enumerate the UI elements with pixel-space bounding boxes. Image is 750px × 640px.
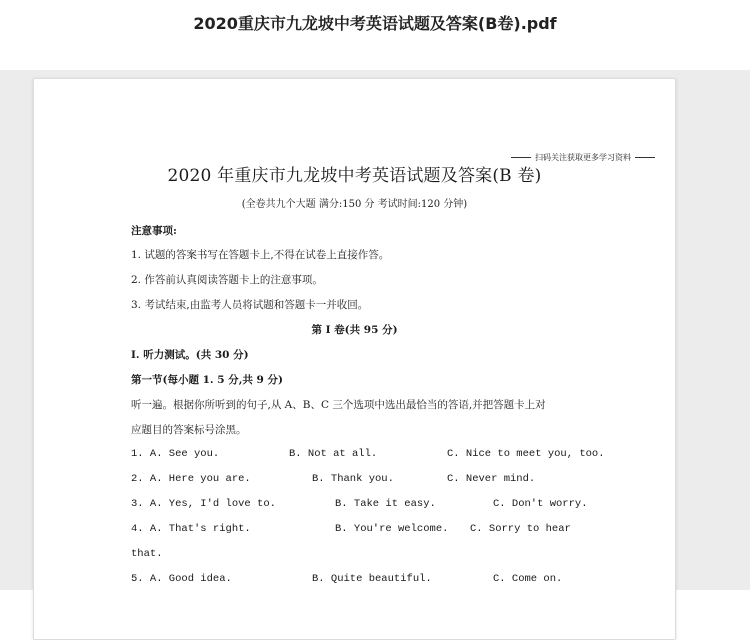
pdf-viewer[interactable] [0,70,750,590]
question-option-c: C. Come on. [493,573,563,585]
question-option-a: 1. A. See you. [131,448,220,460]
watermark-rule-left [511,157,531,158]
instruction-line: 听一遍。根据你所听到的句子,从 A、B、C 三个选项中选出最恰当的答语,并把答题卡上对 [131,399,546,411]
question-option-a: 2. A. Here you are. [131,473,251,485]
question-option-a: 4. A. That's right. [131,523,251,535]
notes-title: 注意事项: [131,225,177,237]
subsection-title: 第一节(每小题 1. 5 分,共 9 分) [131,374,283,386]
question-option-c: C. Sorry to hear [470,523,571,535]
watermark-text: 扫码关注获取更多学习资料 [535,153,631,162]
section-title: I. 听力测试。(共 30 分) [131,349,249,361]
question-option-b: B. Take it easy. [335,498,436,510]
title-bar [0,0,750,70]
question-option-c: C. Never mind. [447,473,536,485]
instruction-line: 应题目的答案标号涂黑。 [131,424,247,436]
document-title: 2020重庆市九龙坡中考英语试题及答案(B卷).pdf [193,14,557,33]
question-option-a: 5. A. Good idea. [131,573,232,585]
question-option-b: B. Thank you. [312,473,394,485]
part-title: 第 I 卷(共 95 分) [311,324,398,336]
question-option-b: B. Not at all. [289,448,378,460]
note-item: 2. 作答前认真阅读答题卡上的注意事项。 [131,274,323,286]
question-option-a: 3. A. Yes, I'd love to. [131,498,276,510]
note-item: 3. 考试结束,由监考人员将试题和答题卡一并收回。 [131,299,369,311]
question-option-b: B. Quite beautiful. [312,573,432,585]
exam-heading: 2020 年重庆市九龙坡中考英语试题及答案(B 卷) [167,166,542,186]
note-item: 1. 试题的答案书写在答题卡上,不得在试卷上直接作答。 [131,249,390,261]
question-option-b: B. You're welcome. [335,523,449,535]
question-option-c: C. Don't worry. [493,498,588,510]
watermark-rule-right [635,157,655,158]
question-option-c: C. Nice to meet you, too. [447,448,605,460]
pdf-page [33,78,676,640]
question-continuation: that. [131,548,163,560]
exam-subtitle: (全卷共九个大题 满分:150 分 考试时间:120 分钟) [241,199,468,210]
